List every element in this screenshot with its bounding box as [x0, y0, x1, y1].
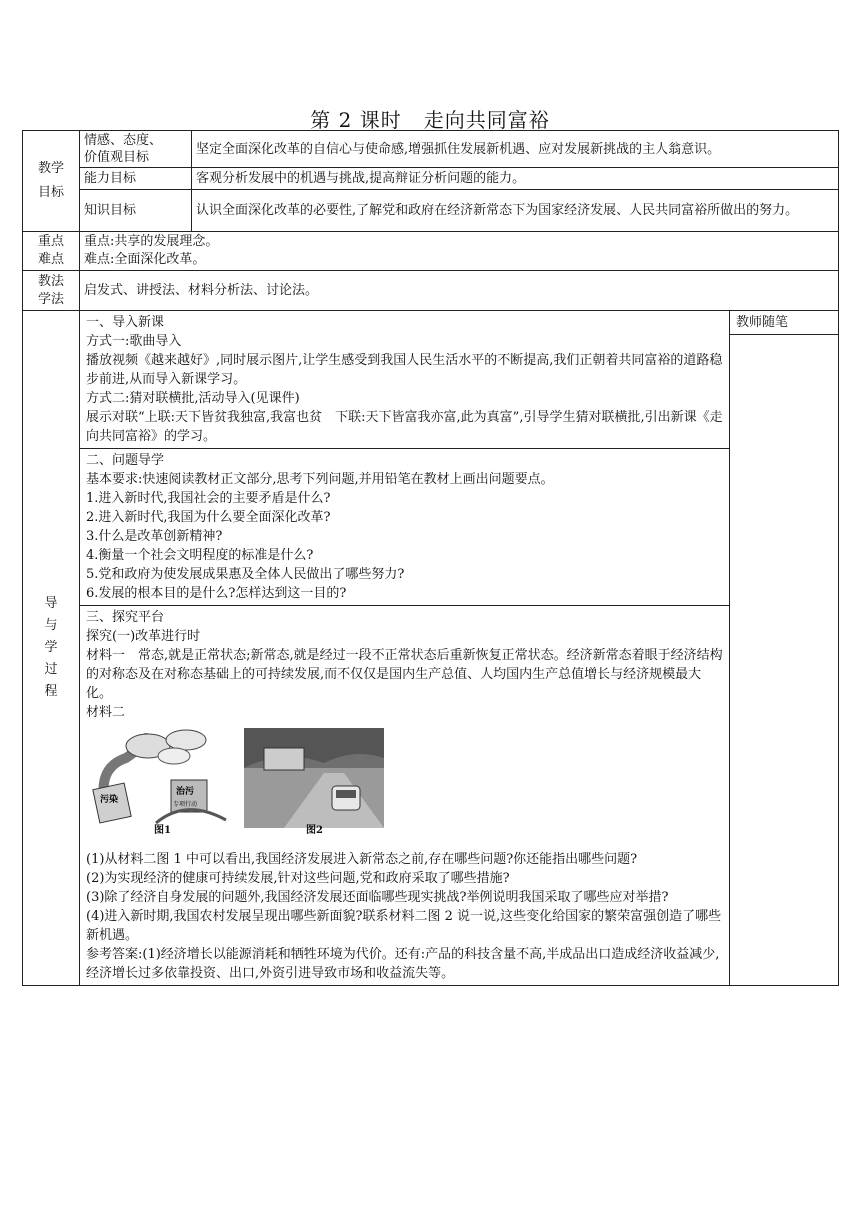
guide-heading: 二、问题导学 — [86, 453, 165, 468]
focus-text: 重点:共享的发展理念。 — [84, 234, 219, 249]
lesson-number: 第 2 课时 — [310, 108, 402, 132]
keypoints-cell — [80, 232, 839, 271]
goal-name-ability: 能力目标 — [80, 168, 192, 190]
explore-section — [80, 606, 729, 985]
fig2-caption: 图2 — [306, 825, 323, 836]
process-label: 导 与 学 过 程 — [23, 311, 80, 986]
intro-way2-text: 展示对联“上联:天下皆贫我独富,我富也贫 下联:天下皆富我亦富,此为真富”,引导学生猜对联横批,引出新课《走向共同富裕》的学习。 — [86, 410, 723, 444]
fig1-pollution-text: 污染 — [100, 795, 119, 805]
guide-question: 1.进入新时代,我国社会的主要矛盾是什么? — [86, 491, 331, 506]
rural-road-photo — [244, 728, 384, 840]
process-content — [80, 311, 730, 986]
keypoints-label: 重点 难点 — [23, 232, 80, 271]
teacher-notes-header: 教师随笔 — [730, 311, 839, 335]
guide-question: 4.衡量一个社会文明程度的标准是什么? — [86, 548, 314, 563]
pollution-cartoon-image — [86, 728, 236, 840]
fig1-campaign-text: 专项行动 — [173, 801, 198, 808]
explore-topic: 探究(一)改革进行时 — [86, 629, 201, 644]
goal-text-knowledge: 认识全面深化改革的必要性,了解党和政府在经济新常态下为国家经济发展、人民共同富裕所做出的努力。 — [192, 190, 839, 232]
intro-heading: 一、导入新课 — [86, 315, 165, 330]
guide-question: 3.什么是改革创新精神? — [86, 529, 223, 544]
methods-label: 教法 学法 — [23, 271, 80, 311]
rural-road-drawing — [244, 728, 384, 828]
methods-text: 启发式、讲授法、材料分析法、讨论法。 — [80, 271, 839, 311]
lesson-topic: 走向共同富裕 — [423, 108, 550, 132]
reference-answer: 参考答案:(1)经济增长以能源消耗和牺牲环境为代价。还有:产品的科技含量不高,半成品出口造成经济收益减少,经济增长过多依靠投资、出口,外资引进导致市场和收益流失等。 — [86, 947, 720, 981]
difficulty-text: 难点:全面深化改革。 — [84, 252, 206, 267]
fig1-cleanup-text: 治污 — [176, 787, 195, 797]
material-two-figures — [86, 726, 723, 844]
guide-question: 6.发展的根本目的是什么?怎样达到这一目的? — [86, 586, 347, 601]
guide-question: 2.进入新时代,我国为什么要全面深化改革? — [86, 510, 331, 525]
goal-name-knowledge: 知识目标 — [80, 190, 192, 232]
guide-question: 5.党和政府为使发展成果惠及全体人民做出了哪些努力? — [86, 567, 405, 582]
teacher-notes-area — [730, 335, 839, 986]
material-two-label: 材料二 — [86, 705, 126, 720]
intro-way1: 方式一:歌曲导入 — [86, 334, 182, 349]
goal-text-ability: 客观分析发展中的机遇与挑战,提高辩证分析问题的能力。 — [192, 168, 839, 190]
intro-section — [80, 311, 729, 449]
explore-heading: 三、探究平台 — [86, 610, 165, 625]
goals-label: 教学 目标 — [23, 131, 80, 232]
explore-question: (3)除了经济自身发展的问题外,我国经济发展还面临哪些现实挑战?举例说明我国采取了哪些应对举措? — [86, 890, 669, 905]
page-title — [0, 104, 860, 133]
material-one: 材料一 常态,就是正常状态;新常态,就是经过一段不正常状态后重新恢复正常状态。经济新常态着眼于经济结构的对称态及在对称态基础上的可持续发展,而不仅仅是国内生产总值、人均国内生产总值增长与经济规模最大化。 — [86, 648, 723, 701]
fig1-caption: 图1 — [154, 825, 171, 836]
guide-section — [80, 449, 729, 606]
pollution-cartoon-drawing — [86, 728, 236, 828]
goal-name-emotion: 情感、态度、 价值观目标 — [80, 131, 192, 168]
explore-question: (1)从材料二图 1 中可以看出,我国经济发展进入新常态之前,存在哪些问题?你还能指出哪些问题? — [86, 852, 638, 867]
explore-question: (4)进入新时期,我国农村发展呈现出哪些新面貌?联系材料二图 2 说一说,这些变化给国家的繁荣富强创造了哪些新机遇。 — [86, 909, 722, 943]
explore-question: (2)为实现经济的健康可持续发展,针对这些问题,党和政府采取了哪些措施? — [86, 871, 510, 886]
intro-way1-text: 播放视频《越来越好》,同时展示图片,让学生感受到我国人民生活水平的不断提高,我们正朝着共同富裕的道路稳步前进,从而导入新课学习。 — [86, 353, 723, 387]
lesson-plan-table — [22, 130, 839, 986]
guide-requirement: 基本要求:快速阅读教材正文部分,思考下列问题,并用铅笔在教材上画出问题要点。 — [86, 472, 554, 487]
intro-way2: 方式二:猜对联横批,活动导入(见课件) — [86, 391, 300, 406]
goal-text-emotion: 坚定全面深化改革的自信心与使命感,增强抓住发展新机遇、应对发展新挑战的主人翁意识。 — [192, 131, 839, 168]
